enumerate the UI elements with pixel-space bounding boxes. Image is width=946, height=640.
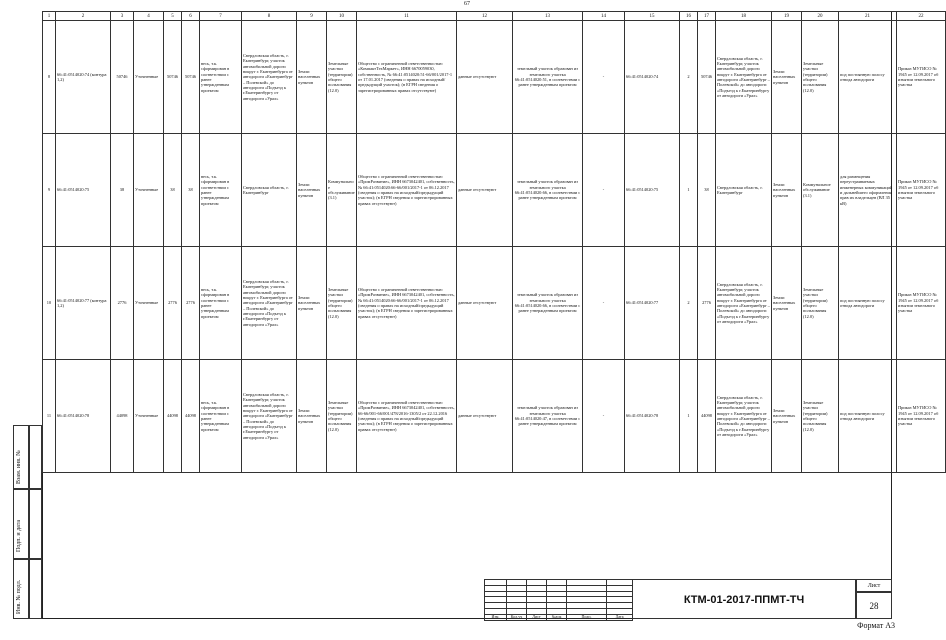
stamp-label-izm: Изм. (485, 614, 507, 620)
address-text: Свердловская область, г. Екатеринбург, участок автомобильной дороги вокруг г. Екатеринбурга от автодороги «Екатеринбург – Полевской» до автодороги «Подъезд к г.Екатеринбургу от автодороги «Урал» (716, 360, 772, 473)
col-number: 14 (583, 12, 625, 21)
rights-holder: Общество с ограниченной ответственностью «ПромРазвитие», ИНН 6673042401, собственность, № 66:41:0514020:66-66/001/2017-1 от 06.12.2017 (сведения о правах на исходный/предыдущий участок); (в ЕГРН сведения о зарегистрированных правах отсутствуют) (357, 247, 457, 360)
col-number: 19 (772, 12, 802, 21)
col-number: 21 (839, 12, 897, 21)
permitted-use: Земельные участки (территории) общего пользования (12.0) (802, 21, 839, 134)
col-number: 6 (182, 12, 200, 21)
page-number: 67 (464, 1, 470, 7)
land-category: Земли населенных пунктов (772, 134, 802, 247)
title-block (484, 579, 892, 619)
land-category: Земли населенных пунктов (297, 21, 327, 134)
contour-count: 2 (680, 247, 698, 360)
col-number: 3 (111, 12, 134, 21)
land-plots-table (42, 11, 946, 473)
sheet-label: Лист (856, 579, 892, 592)
inv-podl-value-cell (29, 559, 42, 619)
inv-podl-label: Инв. № подл. (16, 579, 22, 614)
address-text: Свердловская область, г. Екатеринбург, участок автомобильной дороги вокруг г. Екатеринбурга от автодороги «Екатеринбург – Полевской» до автодороги «Подъезд к г.Екатеринбургу от автодороги «Урал» (242, 360, 297, 473)
stamp-label-podp: Подп. (567, 614, 607, 620)
land-category: Земли населенных пунктов (772, 21, 802, 134)
area-value: 2776 (698, 247, 716, 360)
purpose-text: под постоянную полосу отвода автодороги (839, 360, 897, 473)
area-status: Уточненные (134, 21, 164, 134)
table-row (43, 360, 946, 473)
cadastral-number: 66:41:0514020:74 (625, 21, 680, 134)
purpose-text: под постоянную полосу отвода автодороги (839, 21, 897, 134)
stamp-label-doc: №док (547, 614, 567, 620)
permitted-use: Коммунальное обслуживание (3.1) (802, 134, 839, 247)
col-number: 7 (200, 12, 242, 21)
encumbrances: данные отсутствуют (457, 360, 513, 473)
col-number: 2 (56, 12, 111, 21)
area-value: 44098 (111, 360, 134, 473)
address-text: Свердловская область, г. Екатеринбург, участок автомобильной дороги вокруг г. Екатеринбурга от автодороги «Екатеринбург – Полевской» до автодороги «Подъезд к г.Екатеринбургу от автодороги «Урал» (242, 247, 297, 360)
area-value: 44098 (164, 360, 182, 473)
permitted-use: Земельные участки (территории) общего пользования (12.0) (327, 21, 357, 134)
scope-text: весь, т.к. сформирован в соответствии с ранее утвержденным проектом (200, 21, 242, 134)
stamp-label-date: Дата (607, 614, 633, 620)
land-category: Земли населенных пунктов (297, 134, 327, 247)
origin-text: земельный участок образован из земельного участка 66:41:0514020:51, в соответствии с ранее утвержденным проектом (513, 21, 583, 134)
sheet-number: 28 (856, 592, 892, 619)
contour-count: 2 (680, 21, 698, 134)
row-number: 9 (43, 134, 56, 247)
col-number: 10 (327, 12, 357, 21)
row-number: 11 (43, 360, 56, 473)
permitted-use: Земельные участки (территории) общего пользования (12.0) (327, 247, 357, 360)
col-number: 1 (43, 12, 56, 21)
scope-text: весь, т.к. сформирован в соответствии с ранее утвержденным проектом (200, 134, 242, 247)
address-text: Свердловская область, г. Екатеринбург, участок автомобильной дороги вокруг г. Екатеринбурга от автодороги «Екатеринбург – Полевской» до автодороги «Подъезд к г.Екатеринбургу от автодороги «Урал» (716, 247, 772, 360)
col-number: 11 (357, 12, 457, 21)
contour-count: 1 (680, 134, 698, 247)
col-number: 12 (457, 12, 513, 21)
land-category: Земли населенных пунктов (297, 360, 327, 473)
podp-data-value-cell (29, 489, 42, 559)
area-value: 38 (182, 134, 200, 247)
cadastral-number: 66:41:0514020:74 (контура 1,2) (56, 21, 111, 134)
col-number: 17 (698, 12, 716, 21)
area-value: 38 (698, 134, 716, 247)
dash-cell: - (583, 360, 625, 473)
rights-holder: Общество с ограниченной ответственностью «КомпактТехМаркет», ИНН 6670059030, собственность, № 66:41:0514020:51-66/001/2017-1 от 17.01.2017 (сведения о правах на исходный/предыдущий участок); (в ЕГРН сведения о зарегистрированных правах отсутствуют) (357, 21, 457, 134)
permitted-use: Земельные участки (территории) общего пользования (12.0) (802, 247, 839, 360)
address-text: Свердловская область, г. Екатеринбург, участок автомобильной дороги вокруг г. Екатеринбурга от автодороги «Екатеринбург – Полевской» до автодороги «Подъезд к г.Екатеринбургу от автодороги «Урал» (242, 21, 297, 134)
land-category: Земли населенных пунктов (297, 247, 327, 360)
table-row (43, 21, 946, 134)
stamp-label-kol: Кол.уч (507, 614, 527, 620)
address-text: Свердловская область, г. Екатеринбург (716, 134, 772, 247)
permitted-use: Земельные участки (территории) общего пользования (12.0) (327, 360, 357, 473)
land-category: Земли населенных пунктов (772, 247, 802, 360)
document-code: КТМ-01-2017-ППМТ-ТЧ (632, 579, 856, 619)
area-value: 50746 (182, 21, 200, 134)
area-value: 50746 (164, 21, 182, 134)
vzam-inv-label: Взам. инв. № (16, 450, 22, 484)
dash-cell: - (583, 247, 625, 360)
encumbrances: данные отсутствуют (457, 134, 513, 247)
col-number: 8 (242, 12, 297, 21)
area-value: 2776 (182, 247, 200, 360)
area-status: Уточненные (134, 360, 164, 473)
col-number: 13 (513, 12, 583, 21)
rights-holder: Общество с ограниченной ответственностью «ПромРазвитие», ИНН 6673042401, собственность, № 66:41:0514020:66-66/001/2017-1 от 06.12.2017 (сведения о правах на исходный/предыдущий участок); (в ЕГРН сведения о зарегистрированных правах отсутствуют) (357, 134, 457, 247)
address-text: Свердловская область, г. Екатеринбург (242, 134, 297, 247)
scope-text: весь, т.к. сформирован в соответствии с ранее утвержденным проектом (200, 247, 242, 360)
vzam-inv-value-cell (29, 425, 42, 489)
cadastral-number: 66:41:0514020:78 (56, 360, 111, 473)
cadastral-number: 66:41:0514020:75 (56, 134, 111, 247)
col-number: 15 (625, 12, 680, 21)
revision-table (484, 579, 633, 621)
dash-cell: - (583, 21, 625, 134)
origin-text: земельный участок образован из земельного участка 66:41:0514020:66, в соответствии с ранее утвержденным проектом (513, 247, 583, 360)
origin-text: земельный участок образован из земельного участка 66:41:0514020:47, в соответствии с ранее утвержденным проектом (513, 360, 583, 473)
origin-text: земельный участок образован из земельного участка 66:41:0514020:66, в соответствии с ранее утвержденным проектом (513, 134, 583, 247)
permitted-use: Коммунальное обслуживание (3.1) (327, 134, 357, 247)
scope-text: весь, т.к. сформирован в соответствии с ранее утвержденным проектом (200, 360, 242, 473)
cadastral-number: 66:41:0514020:77 (625, 247, 680, 360)
table-row (43, 134, 946, 247)
cadastral-number: 66:41:0514020:78 (625, 360, 680, 473)
area-value: 50746 (698, 21, 716, 134)
area-value: 2776 (164, 247, 182, 360)
area-value: 38 (111, 134, 134, 247)
area-value: 2776 (111, 247, 134, 360)
col-number: 20 (802, 12, 839, 21)
area-value: 44098 (182, 360, 200, 473)
cadastral-number: 66:41:0514020:75 (625, 134, 680, 247)
col-number: 9 (297, 12, 327, 21)
land-category: Земли населенных пунктов (772, 360, 802, 473)
col-number: 16 (680, 12, 698, 21)
area-value: 50746 (111, 21, 134, 134)
stamp-label-list: Лист (527, 614, 547, 620)
column-number-row (43, 12, 946, 21)
podp-data-label: Подп. и дата (16, 519, 22, 552)
rights-holder: Общество с ограниченной ответственностью «ПромРазвитие», ИНН 6673042401, собственность, 66-66/001-66/001/478/2016-1305/2 от 22.12.2016 (сведения о правах на исходный/предыдущий участок); (в ЕГРН сведения о зарегистрированных правах отсутствуют) (357, 360, 457, 473)
order-reference: Приказ МУГИСО № 1945 от 12.09.2017 об изъятии земельного участка (897, 134, 946, 247)
area-value: 44098 (698, 360, 716, 473)
encumbrances: данные отсутствуют (457, 21, 513, 134)
order-reference: Приказ МУГИСО № 1945 от 12.09.2017 об изъятии земельного участка (897, 247, 946, 360)
order-reference: Приказ МУГИСО № 1945 от 12.09.2017 об изъятии земельного участка (897, 360, 946, 473)
area-value: 38 (164, 134, 182, 247)
format-label: Формат А3 (857, 621, 895, 630)
cadastral-number: 66:41:0514020:77 (контура 1,2) (56, 247, 111, 360)
contour-count: 1 (680, 360, 698, 473)
table-row (43, 247, 946, 360)
purpose-text: для размещения переустраиваемых инженерных коммуникаций и дальнейшего оформления прав их владельцев (ВЛ 35 кВ) (839, 134, 897, 247)
col-number: 5 (164, 12, 182, 21)
purpose-text: под постоянную полосу отвода автодороги (839, 247, 897, 360)
area-status: Уточненные (134, 134, 164, 247)
address-text: Свердловская область, г. Екатеринбург, участок автомобильной дороги вокруг г. Екатеринбурга от автодороги «Екатеринбург – Полевской» до автодороги «Подъезд к г.Екатеринбургу от автодороги «Урал» (716, 21, 772, 134)
col-number: 18 (716, 12, 772, 21)
area-status: Уточненные (134, 247, 164, 360)
order-reference: Приказ МУГИСО № 1945 от 12.09.2017 об изъятии земельного участка (897, 21, 946, 134)
row-number: 8 (43, 21, 56, 134)
col-number: 22 (897, 12, 946, 21)
dash-cell: - (583, 134, 625, 247)
permitted-use: Земельные участки (территории) общего пользования (12.0) (802, 360, 839, 473)
encumbrances: данные отсутствуют (457, 247, 513, 360)
col-number: 4 (134, 12, 164, 21)
row-number: 10 (43, 247, 56, 360)
